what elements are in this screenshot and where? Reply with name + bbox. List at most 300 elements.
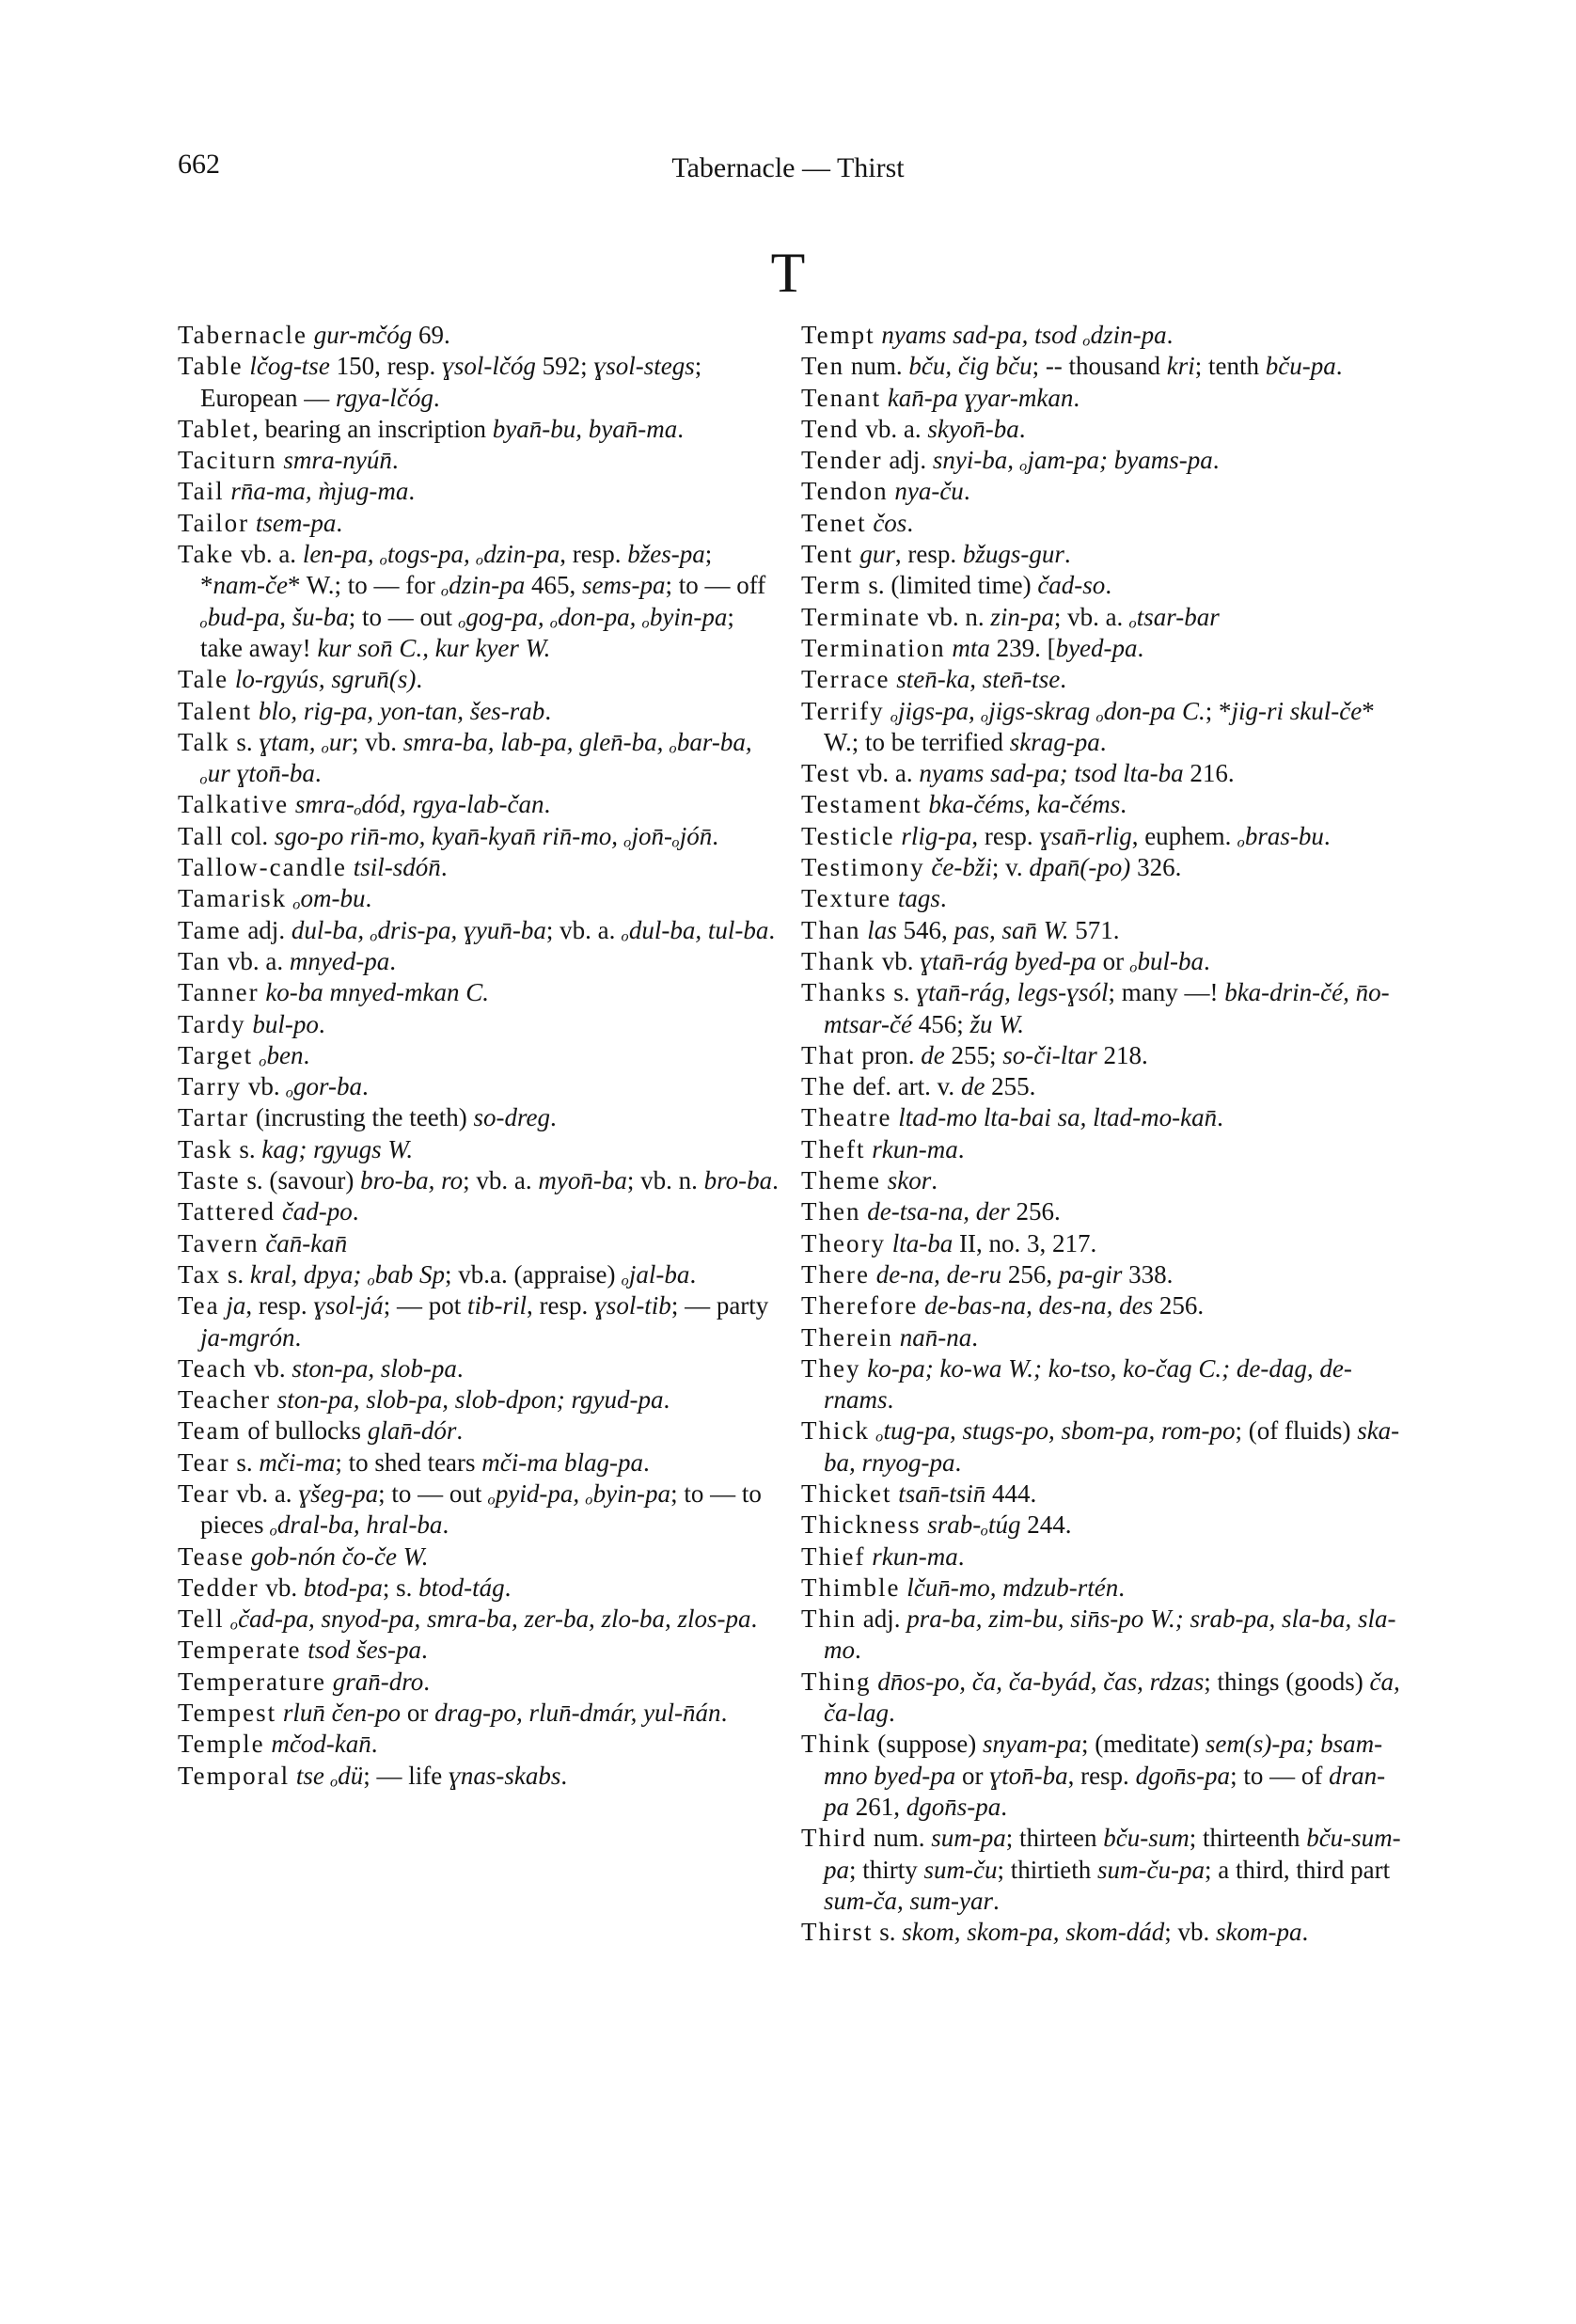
gloss-text: ; to — to pieces (200, 1478, 762, 1540)
gloss-text: 465, (525, 571, 582, 600)
entry-headword: Theory (801, 1228, 886, 1257)
tibetan-term: tsan̄-tsin̄ (898, 1478, 986, 1508)
entry-headword: Theft (801, 1134, 866, 1163)
tibetan-term: skor (887, 1166, 932, 1195)
entry-headword: Testament (801, 790, 922, 819)
section-letter: T (770, 242, 806, 304)
gloss-text: ; thirtieth (997, 1855, 1097, 1884)
entry-headword: Tan (178, 946, 222, 975)
dictionary-entry (178, 1165, 780, 1196)
gloss-text: ; * (1205, 696, 1232, 725)
gloss-text: ; European — (200, 352, 702, 412)
tibetan-term: lo-rgyús, sgrun̄(s) (234, 665, 417, 694)
gloss-text: s. (limited time) (868, 571, 1038, 600)
gloss-text: . (1301, 1918, 1309, 1947)
gloss-text: . (992, 1886, 1000, 1915)
tibetan-term: rlun̄ čen-po (282, 1699, 402, 1728)
entry-headword: Tender (801, 446, 883, 475)
entry-headword: Temperature (178, 1667, 327, 1696)
gloss-text: vb. a. (236, 1478, 299, 1508)
dictionary-entry (801, 1823, 1403, 1917)
dictionary-entry (178, 789, 780, 820)
gloss-text: ; vb. a. (463, 1166, 539, 1195)
gloss-text: s. (893, 978, 917, 1007)
dictionary-entry (801, 351, 1403, 382)
entry-headword: Than (801, 915, 861, 944)
gloss-text: 546, (896, 915, 954, 944)
tibetan-term: zin-pa (990, 602, 1054, 631)
dictionary-entry (178, 1447, 780, 1478)
tibetan-term: bču-pa (1265, 352, 1336, 381)
tibetan-term: myon̄-ba (538, 1166, 627, 1195)
entry-headword: Temperate (178, 1636, 302, 1665)
dictionary-entry (801, 1667, 1403, 1730)
gloss-text: ; (of fluids) (1235, 1416, 1358, 1446)
dictionary-entry (801, 1510, 1403, 1541)
entry-headword: Therein (801, 1322, 893, 1352)
gloss-text: ; — party (670, 1291, 769, 1320)
gloss-text: * W.; to be terrified (824, 696, 1375, 756)
gloss-text: ; s. (382, 1573, 419, 1602)
tibetan-term: čad-po (281, 1197, 353, 1226)
tibetan-term: smra-nyún̄ (283, 446, 392, 475)
entry-headword: Tanner (178, 978, 260, 1007)
dictionary-entry (178, 664, 780, 695)
tibetan-term: ₒben (259, 1040, 304, 1069)
dictionary-entry (801, 1040, 1403, 1071)
gloss-text: . (1105, 571, 1112, 600)
gloss-text: . (456, 1416, 464, 1446)
dictionary-entry (801, 1415, 1403, 1478)
gloss-text: s. (227, 1259, 250, 1288)
gloss-text: . (1137, 633, 1144, 662)
tibetan-term: ₒom-bu (292, 884, 366, 913)
gloss-text: ; vb. n. (626, 1166, 704, 1195)
dictionary-entry (178, 1604, 780, 1635)
tibetan-term: ɣton̄-ba (989, 1761, 1068, 1790)
entry-headword: Theme (801, 1166, 881, 1195)
gloss-text: s. (239, 1134, 262, 1163)
gloss-text: . (1060, 665, 1066, 694)
gloss-text: ; (meditate) (1080, 1730, 1206, 1759)
dictionary-entry (178, 1353, 780, 1384)
tibetan-term: sems-pa (581, 571, 666, 600)
gloss-text: . (957, 1134, 965, 1163)
gloss-text: . (544, 696, 552, 725)
gloss-text: ; vb. (1164, 1918, 1216, 1947)
dictionary-entry (801, 1917, 1403, 1948)
dictionary-entry (801, 539, 1403, 570)
tibetan-term: ₒgog-pa, ₒdon-pa, ₒbyin-pa (458, 602, 728, 631)
dictionary-entry (178, 351, 780, 414)
dictionary-entry (178, 1071, 780, 1102)
gloss-text: * W.; to — for (287, 571, 442, 600)
gloss-text: 256. (1009, 1197, 1061, 1226)
tibetan-term: ₒjigs-pa, ₒjigs-skrag ₒdon-pa C. (890, 696, 1206, 725)
gloss-text: . (408, 477, 416, 506)
entry-headword: Tail (178, 477, 225, 506)
dictionary-entry (801, 1322, 1403, 1353)
entry-headword: Tenant (801, 383, 882, 412)
tibetan-term: ɣtan̄-rág, legs-ɣsól (916, 978, 1109, 1007)
tibetan-term: nam-če (213, 571, 288, 600)
dictionary-entry (178, 1290, 780, 1353)
gloss-text: . (550, 1103, 557, 1132)
entry-headword: Tallow-candle (178, 853, 348, 882)
gloss-text: . (1073, 383, 1080, 412)
entry-headword: Thank (801, 946, 875, 975)
dictionary-entry (178, 977, 780, 1008)
tibetan-term: gur-mčóg (313, 321, 413, 349)
tibetan-term: dpan̄(-po) (1029, 853, 1131, 882)
tibetan-term: bču-sum (1103, 1824, 1190, 1853)
gloss-text: ; — pot (383, 1291, 467, 1320)
left-column (178, 320, 780, 1792)
entry-headword: Tamarisk (178, 884, 288, 913)
gloss-text: s. (879, 1918, 903, 1947)
gloss-text: . (389, 946, 397, 975)
tibetan-term: de (960, 1072, 985, 1101)
entry-headword: Tavern (178, 1228, 260, 1257)
dictionary-entry (801, 1228, 1403, 1259)
tibetan-term: lta-ba (891, 1228, 953, 1257)
tibetan-term: bro-ba, ro (360, 1166, 464, 1195)
dictionary-entry (801, 1573, 1403, 1604)
entry-headword: Teach (178, 1353, 248, 1383)
gloss-text: . (416, 665, 423, 694)
gloss-text: 592; (535, 352, 594, 381)
tibetan-term: de (921, 1040, 945, 1069)
entry-headword: Test (801, 759, 851, 788)
tibetan-term: dgon̄s-pa (1135, 1761, 1231, 1790)
dictionary-entry (178, 1541, 780, 1573)
gloss-text: vb. (253, 1353, 292, 1383)
entry-headword: Testimony (801, 853, 925, 882)
dictionary-entry (801, 1729, 1403, 1823)
gloss-text: . (677, 414, 684, 443)
tibetan-term: ₒdzin-pa (441, 571, 526, 600)
entry-headword: Tablet (178, 414, 253, 443)
dictionary-entry (801, 758, 1403, 789)
dictionary-entry (178, 946, 780, 977)
entry-headword: Then (801, 1197, 861, 1226)
tibetan-term: btod-tág (418, 1573, 505, 1602)
tibetan-term: lčog-tse (249, 352, 330, 381)
tibetan-term: smra-ba, lab-pa, glen̄-ba, ₒbar-ba, ₒur ɣton̄-ba (200, 727, 752, 788)
tibetan-term: de-tsa-na, der (867, 1197, 1010, 1226)
tibetan-term: bka-čéms, ka-čéms (928, 790, 1121, 819)
dictionary-entry (801, 664, 1403, 695)
tibetan-term: bču-sum-pa (824, 1824, 1401, 1884)
entry-headword: Tell (178, 1605, 225, 1634)
tibetan-term: ɣsol-lčóg (442, 352, 536, 381)
gloss-text: . (544, 790, 551, 819)
tibetan-term: ɣsol-já (313, 1291, 384, 1320)
tibetan-term: sem(s)-pa; bsam-mno byed-pa (824, 1730, 1383, 1790)
dictionary-entry (178, 883, 780, 914)
dictionary-entry (801, 1165, 1403, 1196)
tibetan-term: sum-ču-pa (1096, 1855, 1205, 1884)
gloss-text: vb. a. (857, 759, 920, 788)
tibetan-term: btod-pa (303, 1573, 383, 1602)
dictionary-entry (801, 1259, 1403, 1290)
tibetan-term: čos (873, 508, 907, 537)
entry-headword: Tall (178, 821, 225, 850)
entry-headword: Think (801, 1730, 872, 1759)
dictionary-entry (178, 539, 780, 664)
dictionary-entry (178, 476, 780, 507)
gloss-text: 150, resp. (329, 352, 443, 381)
gloss-text: . (689, 1259, 697, 1288)
gloss-text: pron. (861, 1040, 922, 1069)
entry-headword: Tea (178, 1291, 220, 1320)
tibetan-term: ston-pa, slob-pa (292, 1353, 457, 1383)
dictionary-entry (801, 1134, 1403, 1165)
entry-headword: Talent (178, 696, 253, 725)
gloss-text: . (421, 1636, 428, 1665)
gloss-text: s. (236, 1447, 260, 1477)
entry-headword: Talkative (178, 790, 290, 819)
dictionary-entry (801, 696, 1403, 759)
entry-headword: Tale (178, 665, 229, 694)
gloss-text: s. (savour) (246, 1166, 361, 1195)
dictionary-entry (801, 1290, 1403, 1321)
gloss-text: . (1204, 946, 1210, 975)
entry-headword: Tease (178, 1541, 245, 1571)
entry-headword: Taste (178, 1166, 241, 1195)
tibetan-term: ɣsol-tib (593, 1291, 671, 1320)
gloss-text: . (768, 915, 776, 944)
gloss-text: ; vb.a. (appraise) (445, 1259, 623, 1288)
gloss-text: 261, (849, 1792, 906, 1821)
tibetan-term: mči-ma (259, 1447, 336, 1477)
entry-headword: Target (178, 1040, 254, 1069)
tibetan-term: len-pa, ₒtogs-pa, ₒdzin-pa (302, 540, 560, 569)
dictionary-entry (801, 977, 1403, 1040)
gloss-text: . (906, 508, 914, 537)
right-column (801, 320, 1403, 1948)
entry-headword: Terrify (801, 696, 885, 725)
tibetan-term: rkun-ma (872, 1134, 958, 1163)
gloss-text: . (365, 884, 372, 913)
tibetan-term: skom-pa (1215, 1918, 1302, 1947)
dictionary-entry (178, 852, 780, 883)
tibetan-term: gob-nón čo-če W. (250, 1541, 429, 1571)
tibetan-term: sum-ča, sum-yar (824, 1886, 993, 1915)
entry-headword: Third (801, 1824, 867, 1853)
gloss-text: 218. (1096, 1040, 1148, 1069)
gloss-text: . (957, 1541, 965, 1571)
tibetan-term: pas, san̄ W. (953, 915, 1069, 944)
entry-headword: Thickness (801, 1510, 922, 1540)
gloss-text: . (440, 853, 448, 882)
gloss-text: . (1212, 446, 1220, 475)
tibetan-term: ɣšeg-pa (298, 1478, 379, 1508)
tibetan-term: ko-ba mnyed-mkan C. (265, 978, 490, 1007)
entry-headword: Taciturn (178, 446, 277, 475)
dictionary-entry (178, 508, 780, 539)
tibetan-term: lčun̄-mo, mdzub-rtén (906, 1573, 1119, 1602)
gloss-text: or (1095, 946, 1130, 975)
tibetan-term: ₒbud-pa, šu-ba (200, 602, 349, 631)
tibetan-term: ɣsol-stegs (593, 352, 695, 381)
tibetan-term: čan̄-kan̄ (265, 1228, 348, 1257)
gloss-text: . (314, 759, 322, 788)
gloss-text: ; * (200, 540, 713, 600)
gloss-text: ; thirteenth (1189, 1824, 1307, 1853)
dictionary-entry (801, 633, 1403, 664)
dictionary-entry (801, 1071, 1403, 1102)
entry-headword: Thimble (801, 1573, 901, 1602)
gloss-text: ; to — out (348, 602, 459, 631)
gloss-text: ; thirty (849, 1855, 924, 1884)
dictionary-entry (801, 883, 1403, 914)
dictionary-entry (178, 727, 780, 790)
gloss-text: ; — life (363, 1761, 449, 1790)
running-head: Tabernacle — Thirst (671, 152, 905, 183)
tibetan-term: glan̄-dór (367, 1416, 457, 1446)
entry-headword: Thicket (801, 1478, 892, 1508)
tibetan-term: mčod-kan̄ (271, 1730, 371, 1759)
dictionary-entry (178, 1259, 780, 1290)
gloss-text: . (1120, 790, 1127, 819)
gloss-text: . (971, 1322, 978, 1352)
entry-headword: Termination (801, 633, 946, 662)
tibetan-term: srab-ₒtúg (927, 1510, 1021, 1540)
entry-headword: Talk (178, 727, 230, 756)
tibetan-term: ston-pa, slob-pa, slob-dpon; rgyud-pa (276, 1385, 664, 1415)
dictionary-entry (801, 445, 1403, 476)
gloss-text: ; tenth (1194, 352, 1266, 381)
gloss-text: ; vb. a. (545, 915, 623, 944)
entry-headword: Teacher (178, 1385, 272, 1415)
tibetan-term: ₒtug-pa, stugs-po, sbom-pa, rom-po (875, 1416, 1236, 1446)
dictionary-entry (801, 383, 1403, 414)
gloss-text: num. (873, 1824, 932, 1853)
entry-headword: Tend (801, 414, 859, 443)
gloss-text: . (1217, 1103, 1223, 1132)
entry-headword: Team (178, 1416, 242, 1446)
tibetan-term: rn̄a-ma, m̀jug-ma (230, 477, 409, 506)
tibetan-term: ska-ba, rnyog-pa (824, 1416, 1400, 1477)
tibetan-term: bro-ba (703, 1166, 773, 1195)
gloss-text: vb. a. (240, 540, 303, 569)
gloss-text: , resp. (894, 540, 963, 569)
tibetan-term: ₒbul-ba (1129, 946, 1205, 975)
gloss-text: 239. [ (989, 633, 1056, 662)
dictionary-entry (178, 1415, 780, 1447)
entry-headword: They (801, 1353, 861, 1383)
gloss-text: . (1335, 352, 1343, 381)
tibetan-term: ₒpyid-pa, ₒbyin-pa (488, 1478, 671, 1508)
tibetan-term: ča, ča-lag (824, 1667, 1400, 1728)
gloss-text: . (888, 1699, 895, 1728)
gloss-text: . (963, 477, 970, 506)
tibetan-term: so-či-ltar (1002, 1040, 1097, 1069)
tibetan-term: čad-so (1037, 571, 1106, 600)
gloss-text: , resp. (1067, 1761, 1136, 1790)
tibetan-term: nan̄-na (899, 1322, 972, 1352)
tibetan-term: dul-ba, ₒdris-pa, ɣyun̄-ba (291, 915, 546, 944)
tibetan-term: blo, rig-pa, yon-tan, šes-rab (258, 696, 545, 725)
tibetan-term: skrag-pa (1009, 727, 1100, 756)
tibetan-term: snyi-ba, ₒjam-pa; byams-pa (932, 446, 1213, 475)
tibetan-term: tsil-sdón̄ (353, 853, 441, 882)
entry-headword: Tendon (801, 477, 889, 506)
tibetan-term: žu W. (969, 1009, 1024, 1038)
tibetan-term: ɣtan̄-rág byed-pa (920, 946, 1096, 975)
entry-headword: Thing (801, 1667, 872, 1696)
dictionary-entry (801, 1478, 1403, 1510)
entry-headword: Tear (178, 1478, 230, 1508)
gloss-text: def. art. v. (852, 1072, 961, 1101)
gloss-text: vb. (265, 1573, 304, 1602)
gloss-text: . (433, 383, 440, 412)
tibetan-term: tsem-pa (255, 508, 337, 537)
gloss-text: ; to — off (665, 571, 766, 600)
gloss-text: . (663, 1385, 670, 1415)
entry-headword: Task (178, 1134, 233, 1163)
dictionary-entry (178, 1698, 780, 1729)
gloss-text: ; a third, third part (1204, 1855, 1391, 1884)
gloss-text: , bearing an inscription (252, 414, 493, 443)
gloss-text: vb. a. (865, 414, 928, 443)
entry-headword: Tenet (801, 508, 867, 537)
gloss-text: . (336, 508, 343, 537)
tibetan-term: las (867, 915, 897, 944)
page-number: 662 (178, 149, 220, 180)
dictionary-entry (178, 1009, 780, 1040)
dictionary-entry (178, 1134, 780, 1165)
tibetan-term: bžes-pa (627, 540, 705, 569)
gloss-text: . (887, 1385, 894, 1415)
gloss-text: . (1001, 1792, 1007, 1821)
gloss-text: . (423, 1667, 431, 1696)
gloss-text: , resp. (971, 821, 1040, 850)
tibetan-term: pa-gir (1058, 1259, 1123, 1288)
tibetan-term: bžugs-gur (962, 540, 1064, 569)
tibetan-term: ₒjal-ba (622, 1259, 690, 1288)
tibetan-term: rlig-pa (901, 821, 972, 850)
gloss-text: ; many —! (1108, 978, 1225, 1007)
gloss-text: . (939, 884, 947, 913)
entry-headword: Tax (178, 1259, 222, 1288)
gloss-text: ; vb. (351, 727, 403, 756)
gloss-text: . (391, 446, 399, 475)
entry-headword: Tent (801, 540, 854, 569)
gloss-text: . (855, 1636, 861, 1665)
dictionary-entry (178, 1729, 780, 1760)
gloss-text: or (401, 1699, 435, 1728)
dictionary-entry (801, 602, 1403, 633)
tibetan-term: ɣnas-skabs (449, 1761, 561, 1790)
tibetan-term: pra-ba, zim-bu, sin̄s-po W.; srab-pa, sla-ba, sla-mo (824, 1605, 1396, 1665)
gloss-text: s. (236, 727, 260, 756)
entry-headword: Table (178, 352, 244, 381)
tibetan-term: skyon̄-ba (927, 414, 1019, 443)
dictionary-entry (178, 1667, 780, 1698)
tibetan-term: ja (226, 1291, 246, 1320)
dictionary-entry (178, 1196, 780, 1227)
gloss-text: . (1323, 821, 1331, 850)
dictionary-entry (801, 1353, 1403, 1416)
tibetan-term: kan̄-pa ɣyar-mkan (887, 383, 1074, 412)
gloss-text: II, no. 3, 217. (953, 1228, 1097, 1257)
tibetan-term: sum-ču (923, 1855, 998, 1884)
tibetan-term: de-bas-na, des-na, des (924, 1291, 1154, 1320)
tibetan-term: dgon̄s-pa (906, 1792, 1001, 1821)
tibetan-term: bču, čig bču (908, 352, 1032, 381)
